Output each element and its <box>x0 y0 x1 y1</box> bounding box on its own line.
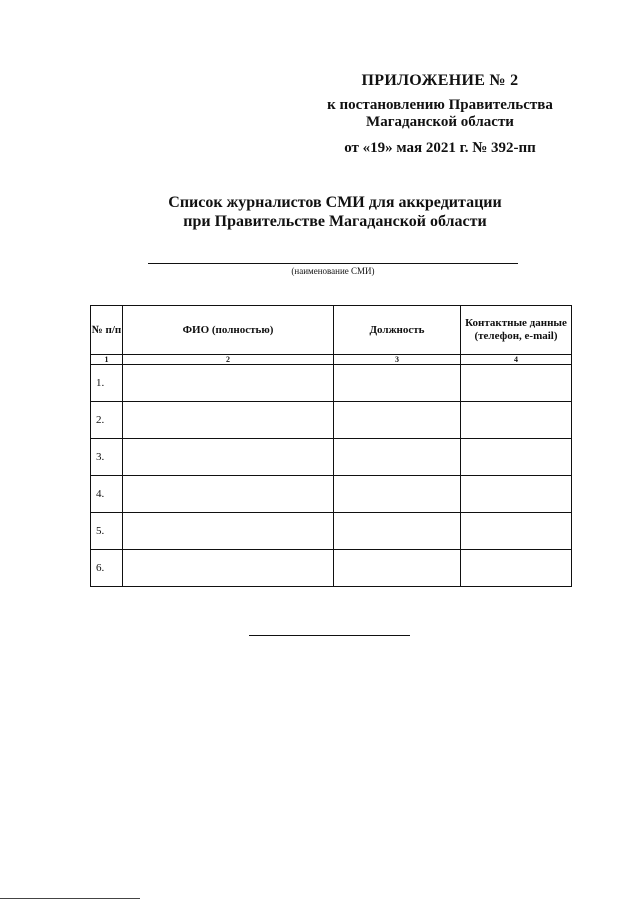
row-index: 3. <box>91 439 123 476</box>
appendix-region-line: Магаданской области <box>366 114 514 130</box>
contacts-cell <box>461 439 572 476</box>
contacts-cell <box>461 513 572 550</box>
header-position: Должность <box>334 306 461 355</box>
name-cell <box>123 550 334 587</box>
appendix-title: ПРИЛОЖЕНИЕ № 2 <box>361 72 519 89</box>
position-cell <box>334 476 461 513</box>
name-cell <box>123 365 334 402</box>
table-header-row <box>91 306 572 355</box>
row-index: 4. <box>91 476 123 513</box>
table-row <box>91 402 572 439</box>
contacts-cell <box>461 550 572 587</box>
column-number: 4 <box>461 355 572 365</box>
column-number: 1 <box>91 355 123 365</box>
contacts-cell <box>461 402 572 439</box>
row-index: 5. <box>91 513 123 550</box>
position-cell <box>334 550 461 587</box>
table-row <box>91 550 572 587</box>
header-full-name: ФИО (полностью) <box>123 306 334 355</box>
position-cell <box>334 402 461 439</box>
table-row <box>91 365 572 402</box>
table-row <box>91 476 572 513</box>
journalists-table <box>90 305 572 587</box>
appendix-reference-line: к постановлению Правительства <box>327 97 553 113</box>
contacts-cell <box>461 365 572 402</box>
row-index: 1. <box>91 365 123 402</box>
appendix-date-line: от «19» мая 2021 г. № 392-пп <box>344 140 536 156</box>
document-title-line-1: Список журналистов СМИ для аккредитации <box>168 194 502 211</box>
column-number: 3 <box>334 355 461 365</box>
media-name-fill-line <box>148 263 518 264</box>
media-name-caption: (наименование СМИ) <box>291 266 375 276</box>
table-row <box>91 513 572 550</box>
name-cell <box>123 513 334 550</box>
document-title-line-2: при Правительстве Магаданской области <box>183 213 487 230</box>
name-cell <box>123 402 334 439</box>
header-number: № п/п <box>91 306 123 355</box>
position-cell <box>334 365 461 402</box>
contacts-cell <box>461 476 572 513</box>
row-index: 6. <box>91 550 123 587</box>
position-cell <box>334 439 461 476</box>
column-number: 2 <box>123 355 334 365</box>
table-row <box>91 439 572 476</box>
name-cell <box>123 439 334 476</box>
closing-divider-line <box>249 635 410 636</box>
scan-edge-line <box>0 898 140 899</box>
header-contacts: Контактные данные (телефон, e-mail) <box>461 306 572 355</box>
position-cell <box>334 513 461 550</box>
column-number-row <box>91 355 572 365</box>
name-cell <box>123 476 334 513</box>
row-index: 2. <box>91 402 123 439</box>
